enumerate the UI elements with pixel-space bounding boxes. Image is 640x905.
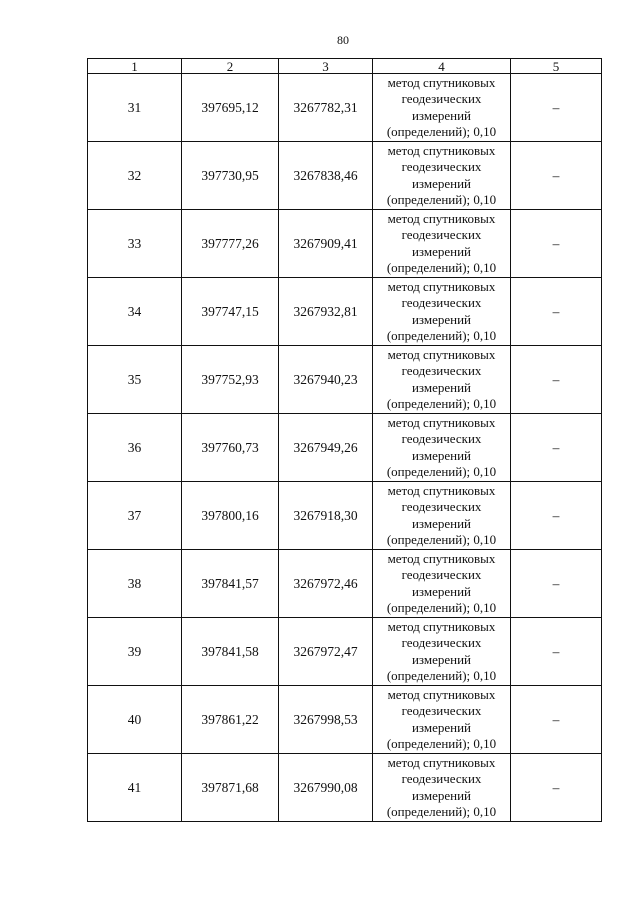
coordinate-y-cell: 3267972,46: [279, 550, 373, 618]
coordinate-y-cell: 3267972,47: [279, 618, 373, 686]
method-text-line: геодезических: [401, 227, 482, 242]
method-text-line: геодезических: [401, 703, 482, 718]
method-text-line: метод спутниковых: [387, 278, 496, 294]
method-text-line: геодезических: [401, 771, 482, 786]
method-text-line: (определений); 0,10: [386, 192, 497, 207]
column-5-cell: –: [511, 346, 602, 414]
method-text-line: геодезических: [401, 295, 482, 310]
method-text-line: метод спутниковых: [387, 618, 496, 634]
column-header-2: 2: [182, 59, 279, 74]
page-number: 80: [337, 33, 349, 47]
column-header-4: 4: [373, 59, 511, 74]
method-text-line: (определений); 0,10: [386, 532, 497, 547]
coordinate-x-cell: 397752,93: [182, 346, 279, 414]
method-accuracy-cell: [373, 754, 511, 822]
method-text-line: (определений); 0,10: [386, 804, 497, 819]
method-text-line: геодезических: [401, 431, 482, 446]
column-header-5: 5: [511, 59, 602, 74]
coordinates-table: [87, 58, 602, 822]
method-text-line: измерений: [411, 107, 472, 123]
method-text-line: метод спутниковых: [387, 686, 496, 702]
column-5-cell: –: [511, 550, 602, 618]
method-text-line: (определений); 0,10: [386, 668, 497, 683]
coordinate-x-cell: 397800,16: [182, 482, 279, 550]
point-number-cell: 38: [88, 550, 182, 618]
table-row: [88, 686, 602, 754]
coordinate-x-cell: 397747,15: [182, 278, 279, 346]
method-text-line: геодезических: [401, 91, 482, 106]
method-accuracy-cell: [373, 142, 511, 210]
method-text-line: метод спутниковых: [387, 414, 496, 430]
method-accuracy-cell: [373, 550, 511, 618]
method-text-line: измерений: [411, 379, 472, 395]
column-5-cell: –: [511, 142, 602, 210]
method-text-line: метод спутниковых: [387, 210, 496, 226]
column-5-cell: –: [511, 414, 602, 482]
coordinate-y-cell: 3267998,53: [279, 686, 373, 754]
method-text-line: измерений: [411, 651, 472, 667]
column-5-cell: –: [511, 74, 602, 142]
coordinate-y-cell: 3267932,81: [279, 278, 373, 346]
method-text-line: (определений); 0,10: [386, 464, 497, 479]
coordinate-y-cell: 3267838,46: [279, 142, 373, 210]
coordinate-x-cell: 397730,95: [182, 142, 279, 210]
method-accuracy-cell: [373, 414, 511, 482]
method-text-line: измерений: [411, 311, 472, 327]
method-text-line: метод спутниковых: [387, 74, 496, 90]
table-header: [88, 59, 602, 74]
method-accuracy-cell: [373, 686, 511, 754]
table-row: [88, 346, 602, 414]
coordinate-x-cell: 397841,57: [182, 550, 279, 618]
coordinate-y-cell: 3267949,26: [279, 414, 373, 482]
method-accuracy-cell: [373, 74, 511, 142]
method-text-line: метод спутниковых: [387, 550, 496, 566]
method-text-line: измерений: [411, 515, 472, 531]
point-number-cell: 31: [88, 74, 182, 142]
coordinate-x-cell: 397777,26: [182, 210, 279, 278]
point-number-cell: 39: [88, 618, 182, 686]
point-number-cell: 33: [88, 210, 182, 278]
point-number-cell: 40: [88, 686, 182, 754]
method-text-line: метод спутниковых: [387, 142, 496, 158]
method-accuracy-cell: [373, 278, 511, 346]
method-text-line: геодезических: [401, 499, 482, 514]
method-text-line: (определений); 0,10: [386, 736, 497, 751]
method-text-line: (определений); 0,10: [386, 260, 497, 275]
coordinate-y-cell: 3267940,23: [279, 346, 373, 414]
table-row: [88, 482, 602, 550]
method-text-line: (определений); 0,10: [386, 396, 497, 411]
method-text-line: измерений: [411, 583, 472, 599]
column-5-cell: –: [511, 210, 602, 278]
coordinate-y-cell: 3267918,30: [279, 482, 373, 550]
table-row: [88, 550, 602, 618]
method-text-line: геодезических: [401, 363, 482, 378]
method-text-line: измерений: [411, 243, 472, 259]
method-text-line: метод спутниковых: [387, 754, 496, 770]
column-5-cell: –: [511, 754, 602, 822]
method-text-line: измерений: [411, 175, 472, 191]
coordinate-x-cell: 397861,22: [182, 686, 279, 754]
method-text-line: измерений: [411, 719, 472, 735]
table-row: [88, 142, 602, 210]
column-5-cell: –: [511, 618, 602, 686]
coordinate-x-cell: 397841,58: [182, 618, 279, 686]
method-text-line: измерений: [411, 447, 472, 463]
table-row: [88, 210, 602, 278]
coordinate-x-cell: 397871,68: [182, 754, 279, 822]
column-header-3: 3: [279, 59, 373, 74]
table-row: [88, 754, 602, 822]
column-header-1: 1: [88, 59, 182, 74]
table-row: [88, 414, 602, 482]
method-text-line: (определений); 0,10: [386, 328, 497, 343]
method-text-line: метод спутниковых: [387, 346, 496, 362]
table-row: [88, 618, 602, 686]
table-row: [88, 278, 602, 346]
method-text-line: (определений); 0,10: [386, 600, 497, 615]
header-row: [88, 59, 602, 74]
point-number-cell: 36: [88, 414, 182, 482]
point-number-cell: 32: [88, 142, 182, 210]
method-text-line: геодезических: [401, 567, 482, 582]
method-text-line: геодезических: [401, 159, 482, 174]
method-accuracy-cell: [373, 210, 511, 278]
method-text-line: (определений); 0,10: [386, 124, 497, 139]
coordinate-y-cell: 3267990,08: [279, 754, 373, 822]
coordinate-y-cell: 3267909,41: [279, 210, 373, 278]
point-number-cell: 35: [88, 346, 182, 414]
point-number-cell: 37: [88, 482, 182, 550]
point-number-cell: 34: [88, 278, 182, 346]
table-row: [88, 74, 602, 142]
column-5-cell: –: [511, 482, 602, 550]
method-accuracy-cell: [373, 346, 511, 414]
method-text-line: метод спутниковых: [387, 482, 496, 498]
column-5-cell: –: [511, 278, 602, 346]
coordinate-y-cell: 3267782,31: [279, 74, 373, 142]
method-text-line: измерений: [411, 787, 472, 803]
coordinate-x-cell: 397760,73: [182, 414, 279, 482]
point-number-cell: 41: [88, 754, 182, 822]
method-accuracy-cell: [373, 482, 511, 550]
method-text-line: геодезических: [401, 635, 482, 650]
table-body: [88, 74, 602, 822]
column-5-cell: –: [511, 686, 602, 754]
method-accuracy-cell: [373, 618, 511, 686]
coordinate-x-cell: 397695,12: [182, 74, 279, 142]
